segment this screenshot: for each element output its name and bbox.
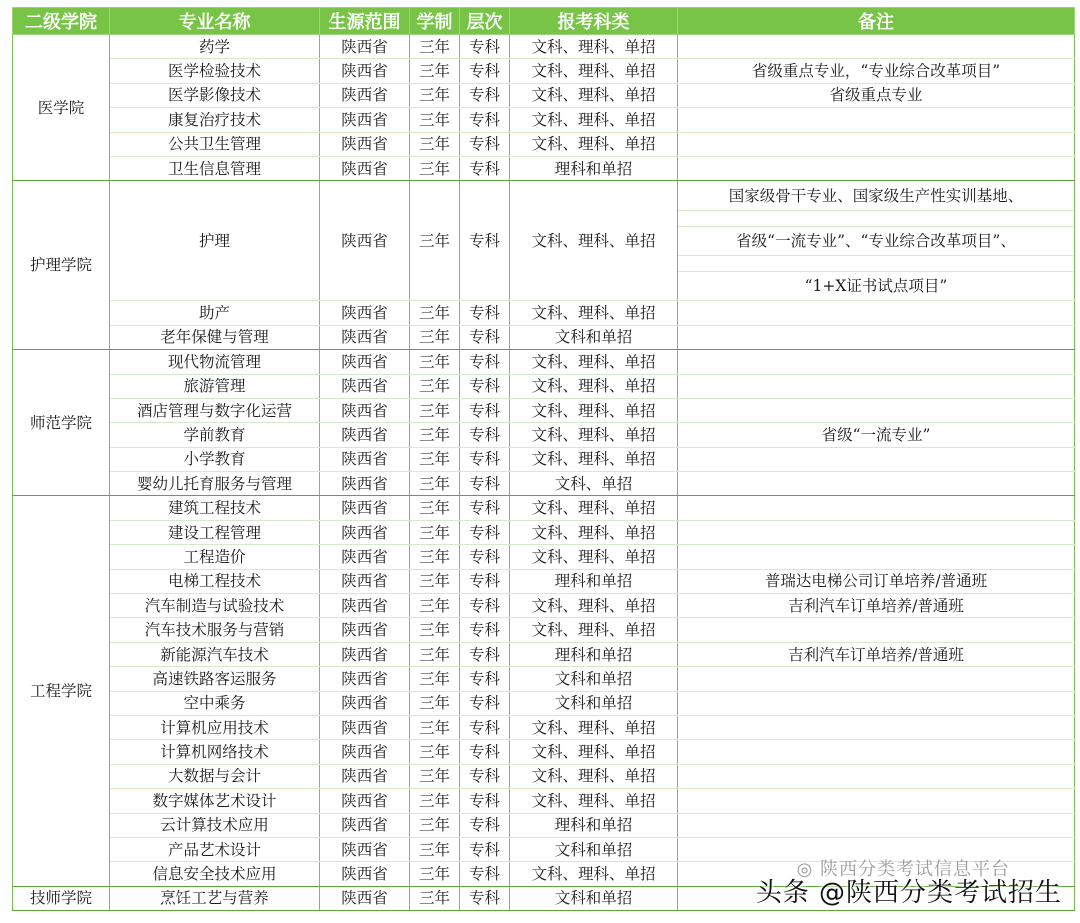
header-level: 层次 bbox=[460, 8, 510, 35]
subjects-cell: 文科、理科、单招 bbox=[510, 301, 678, 325]
scope-cell: 陕西省 bbox=[320, 764, 410, 788]
major-cell: 空中乘务 bbox=[110, 691, 320, 715]
years-cell: 三年 bbox=[410, 301, 460, 325]
years-cell: 三年 bbox=[410, 132, 460, 156]
years-cell: 三年 bbox=[410, 618, 460, 642]
subjects-cell: 文科、理科、单招 bbox=[510, 520, 678, 544]
level-cell: 专科 bbox=[460, 472, 510, 496]
notes-line: “1+X证书试点项目” bbox=[804, 276, 948, 295]
notes-cell: 吉利汽车订单培养/普通班 bbox=[678, 642, 1075, 666]
subjects-cell: 文科、理科、单招 bbox=[510, 764, 678, 788]
major-cell: 新能源汽车技术 bbox=[110, 642, 320, 666]
major-cell: 酒店管理与数字化运营 bbox=[110, 398, 320, 422]
scope-cell: 陕西省 bbox=[320, 545, 410, 569]
subjects-cell: 文科、理科、单招 bbox=[510, 496, 678, 520]
notes-cell bbox=[678, 132, 1075, 156]
major-cell: 药学 bbox=[110, 35, 320, 59]
notes-line: 省级“一流专业”、“专业综合改革项目”、 bbox=[678, 227, 1074, 256]
subjects-cell: 文科、理科、单招 bbox=[510, 181, 678, 301]
notes-cell bbox=[678, 156, 1075, 180]
scope-cell: 陕西省 bbox=[320, 83, 410, 107]
level-cell: 专科 bbox=[460, 325, 510, 349]
years-cell: 三年 bbox=[410, 398, 460, 422]
years-cell: 三年 bbox=[410, 764, 460, 788]
major-cell: 医学检验技术 bbox=[110, 59, 320, 83]
table-row bbox=[13, 545, 1075, 569]
header-years: 学制 bbox=[410, 8, 460, 35]
subjects-cell: 文科、理科、单招 bbox=[510, 374, 678, 398]
scope-cell: 陕西省 bbox=[320, 132, 410, 156]
level-cell: 专科 bbox=[460, 350, 510, 374]
table-row bbox=[13, 59, 1075, 83]
major-cell: 高速铁路客运服务 bbox=[110, 667, 320, 691]
major-cell: 卫生信息管理 bbox=[110, 156, 320, 180]
major-cell: 数字媒体艺术设计 bbox=[110, 789, 320, 813]
table-row bbox=[13, 423, 1075, 447]
table-row bbox=[13, 35, 1075, 59]
table-row bbox=[13, 325, 1075, 349]
major-cell: 护理 bbox=[110, 181, 320, 301]
years-cell: 三年 bbox=[410, 569, 460, 593]
subjects-cell: 文科、理科、单招 bbox=[510, 545, 678, 569]
subjects-cell: 文科、理科、单招 bbox=[510, 59, 678, 83]
notes-cell bbox=[678, 181, 1075, 301]
major-cell: 婴幼儿托育服务与管理 bbox=[110, 472, 320, 496]
years-cell: 三年 bbox=[410, 496, 460, 520]
subjects-cell: 文科和单招 bbox=[510, 325, 678, 349]
major-cell: 计算机网络技术 bbox=[110, 740, 320, 764]
notes-cell bbox=[678, 398, 1075, 422]
major-cell: 汽车制造与试验技术 bbox=[110, 594, 320, 618]
table-row bbox=[13, 108, 1075, 132]
scope-cell: 陕西省 bbox=[320, 156, 410, 180]
scope-cell: 陕西省 bbox=[320, 108, 410, 132]
level-cell: 专科 bbox=[460, 35, 510, 59]
toutiao-watermark: 头条 @陕西分类考试招生 bbox=[755, 878, 1062, 908]
major-cell: 老年保健与管理 bbox=[110, 325, 320, 349]
years-cell: 三年 bbox=[410, 740, 460, 764]
scope-cell: 陕西省 bbox=[320, 740, 410, 764]
notes-cell bbox=[678, 374, 1075, 398]
table-row bbox=[13, 496, 1075, 520]
subjects-cell: 文科、理科、单招 bbox=[510, 740, 678, 764]
years-cell: 三年 bbox=[410, 837, 460, 861]
notes-cell bbox=[678, 691, 1075, 715]
notes-cell bbox=[678, 35, 1075, 59]
scope-cell: 陕西省 bbox=[320, 472, 410, 496]
notes-cell bbox=[678, 545, 1075, 569]
years-cell: 三年 bbox=[410, 181, 460, 301]
level-cell: 专科 bbox=[460, 642, 510, 666]
major-cell: 医学影像技术 bbox=[110, 83, 320, 107]
major-cell: 汽车技术服务与营销 bbox=[110, 618, 320, 642]
level-cell: 专科 bbox=[460, 837, 510, 861]
years-cell: 三年 bbox=[410, 545, 460, 569]
level-cell: 专科 bbox=[460, 886, 510, 910]
subjects-cell: 文科和单招 bbox=[510, 837, 678, 861]
subjects-cell: 文科、理科、单招 bbox=[510, 132, 678, 156]
level-cell: 专科 bbox=[460, 156, 510, 180]
notes-cell: 省级重点专业 bbox=[678, 83, 1075, 107]
subjects-cell: 文科、理科、单招 bbox=[510, 398, 678, 422]
major-cell: 康复治疗技术 bbox=[110, 108, 320, 132]
subjects-cell: 理科和单招 bbox=[510, 569, 678, 593]
table-row bbox=[13, 594, 1075, 618]
notes-line bbox=[678, 211, 1074, 227]
major-cell: 现代物流管理 bbox=[110, 350, 320, 374]
notes-cell bbox=[678, 301, 1075, 325]
subjects-cell: 文科、理科、单招 bbox=[510, 715, 678, 739]
table-row bbox=[13, 350, 1075, 374]
level-cell: 专科 bbox=[460, 667, 510, 691]
subjects-cell: 文科和单招 bbox=[510, 691, 678, 715]
notes-cell bbox=[678, 813, 1075, 837]
college-cell: 师范学院 bbox=[13, 350, 110, 496]
scope-cell: 陕西省 bbox=[320, 813, 410, 837]
scope-cell: 陕西省 bbox=[320, 862, 410, 886]
header-major: 专业名称 bbox=[110, 8, 320, 35]
level-cell: 专科 bbox=[460, 569, 510, 593]
years-cell: 三年 bbox=[410, 813, 460, 837]
level-cell: 专科 bbox=[460, 108, 510, 132]
subjects-cell: 文科、理科、单招 bbox=[510, 423, 678, 447]
years-cell: 三年 bbox=[410, 520, 460, 544]
scope-cell: 陕西省 bbox=[320, 886, 410, 910]
major-cell: 小学教育 bbox=[110, 447, 320, 471]
level-cell: 专科 bbox=[460, 764, 510, 788]
notes-cell: 省级重点专业，“专业综合改革项目” bbox=[678, 59, 1075, 83]
table-row bbox=[13, 691, 1075, 715]
level-cell: 专科 bbox=[460, 715, 510, 739]
scope-cell: 陕西省 bbox=[320, 350, 410, 374]
years-cell: 三年 bbox=[410, 374, 460, 398]
scope-cell: 陕西省 bbox=[320, 618, 410, 642]
notes-cell bbox=[678, 447, 1075, 471]
notes-line: 国家级骨干专业、国家级生产性实训基地、 bbox=[678, 182, 1074, 211]
notes-cell: 省级“一流专业” bbox=[678, 423, 1075, 447]
years-cell: 三年 bbox=[410, 325, 460, 349]
level-cell: 专科 bbox=[460, 862, 510, 886]
notes-cell bbox=[678, 472, 1075, 496]
table-row bbox=[13, 642, 1075, 666]
table-body bbox=[13, 35, 1075, 911]
header-scope: 生源范围 bbox=[320, 8, 410, 35]
table-row bbox=[13, 472, 1075, 496]
notes-cell: 吉利汽车订单培养/普通班 bbox=[678, 594, 1075, 618]
scope-cell: 陕西省 bbox=[320, 642, 410, 666]
years-cell: 三年 bbox=[410, 108, 460, 132]
wechat-icon: ◎ bbox=[796, 859, 820, 880]
years-cell: 三年 bbox=[410, 886, 460, 910]
level-cell: 专科 bbox=[460, 813, 510, 837]
notes-stack bbox=[678, 182, 1074, 300]
table-row bbox=[13, 618, 1075, 642]
scope-cell: 陕西省 bbox=[320, 496, 410, 520]
table-row bbox=[13, 301, 1075, 325]
years-cell: 三年 bbox=[410, 447, 460, 471]
level-cell: 专科 bbox=[460, 545, 510, 569]
subjects-cell: 文科、理科、单招 bbox=[510, 447, 678, 471]
table-row bbox=[13, 740, 1075, 764]
years-cell: 三年 bbox=[410, 59, 460, 83]
scope-cell: 陕西省 bbox=[320, 715, 410, 739]
level-cell: 专科 bbox=[460, 83, 510, 107]
majors-table bbox=[12, 7, 1075, 911]
majors-table-sheet bbox=[12, 7, 1074, 911]
scope-cell: 陕西省 bbox=[320, 181, 410, 301]
notes-cell bbox=[678, 789, 1075, 813]
scope-cell: 陕西省 bbox=[320, 837, 410, 861]
years-cell: 三年 bbox=[410, 350, 460, 374]
scope-cell: 陕西省 bbox=[320, 520, 410, 544]
level-cell: 专科 bbox=[460, 132, 510, 156]
notes-cell bbox=[678, 667, 1075, 691]
major-cell: 产品艺术设计 bbox=[110, 837, 320, 861]
table-row bbox=[13, 520, 1075, 544]
table-row bbox=[13, 447, 1075, 471]
header-row bbox=[13, 8, 1075, 35]
level-cell: 专科 bbox=[460, 618, 510, 642]
subjects-cell: 文科、理科、单招 bbox=[510, 618, 678, 642]
years-cell: 三年 bbox=[410, 862, 460, 886]
header-subjects: 报考科类 bbox=[510, 8, 678, 35]
scope-cell: 陕西省 bbox=[320, 35, 410, 59]
subjects-cell: 文科和单招 bbox=[510, 667, 678, 691]
notes-cell bbox=[678, 325, 1075, 349]
table-row bbox=[13, 813, 1075, 837]
major-cell: 建设工程管理 bbox=[110, 520, 320, 544]
subjects-cell: 文科和单招 bbox=[510, 886, 678, 910]
level-cell: 专科 bbox=[460, 691, 510, 715]
subjects-cell: 理科和单招 bbox=[510, 813, 678, 837]
years-cell: 三年 bbox=[410, 691, 460, 715]
major-cell: 公共卫生管理 bbox=[110, 132, 320, 156]
table-row bbox=[13, 132, 1075, 156]
notes-cell bbox=[678, 350, 1075, 374]
scope-cell: 陕西省 bbox=[320, 691, 410, 715]
years-cell: 三年 bbox=[410, 594, 460, 618]
major-cell: 助产 bbox=[110, 301, 320, 325]
scope-cell: 陕西省 bbox=[320, 325, 410, 349]
level-cell: 专科 bbox=[460, 520, 510, 544]
level-cell: 专科 bbox=[460, 789, 510, 813]
table-row bbox=[13, 789, 1075, 813]
level-cell: 专科 bbox=[460, 740, 510, 764]
major-cell: 电梯工程技术 bbox=[110, 569, 320, 593]
years-cell: 三年 bbox=[410, 642, 460, 666]
table-row bbox=[13, 181, 1075, 301]
level-cell: 专科 bbox=[460, 181, 510, 301]
table-row bbox=[13, 667, 1075, 691]
years-cell: 三年 bbox=[410, 83, 460, 107]
years-cell: 三年 bbox=[410, 667, 460, 691]
major-cell: 工程造价 bbox=[110, 545, 320, 569]
major-cell: 云计算技术应用 bbox=[110, 813, 320, 837]
years-cell: 三年 bbox=[410, 423, 460, 447]
subjects-cell: 文科、理科、单招 bbox=[510, 83, 678, 107]
major-cell: 大数据与会计 bbox=[110, 764, 320, 788]
major-cell: 烹饪工艺与营养 bbox=[110, 886, 320, 910]
scope-cell: 陕西省 bbox=[320, 423, 410, 447]
level-cell: 专科 bbox=[460, 59, 510, 83]
subjects-cell: 文科、理科、单招 bbox=[510, 35, 678, 59]
subjects-cell: 文科、单招 bbox=[510, 472, 678, 496]
level-cell: 专科 bbox=[460, 423, 510, 447]
scope-cell: 陕西省 bbox=[320, 301, 410, 325]
notes-line bbox=[678, 256, 1074, 272]
subjects-cell: 文科、理科、单招 bbox=[510, 350, 678, 374]
wechat-watermark-text: 陕西分类考试信息平台 bbox=[820, 859, 1010, 880]
table-row bbox=[13, 374, 1075, 398]
scope-cell: 陕西省 bbox=[320, 569, 410, 593]
notes-cell bbox=[678, 764, 1075, 788]
subjects-cell: 文科、理科、单招 bbox=[510, 862, 678, 886]
years-cell: 三年 bbox=[410, 156, 460, 180]
major-cell: 旅游管理 bbox=[110, 374, 320, 398]
header-college: 二级学院 bbox=[13, 8, 110, 35]
major-cell: 信息安全技术应用 bbox=[110, 862, 320, 886]
college-cell: 护理学院 bbox=[13, 181, 110, 350]
table-row bbox=[13, 569, 1075, 593]
college-cell: 工程学院 bbox=[13, 496, 110, 886]
major-cell: 学前教育 bbox=[110, 423, 320, 447]
years-cell: 三年 bbox=[410, 715, 460, 739]
scope-cell: 陕西省 bbox=[320, 667, 410, 691]
scope-cell: 陕西省 bbox=[320, 374, 410, 398]
subjects-cell: 理科和单招 bbox=[510, 156, 678, 180]
subjects-cell: 文科、理科、单招 bbox=[510, 789, 678, 813]
level-cell: 专科 bbox=[460, 496, 510, 520]
level-cell: 专科 bbox=[460, 374, 510, 398]
notes-cell bbox=[678, 520, 1075, 544]
major-cell: 建筑工程技术 bbox=[110, 496, 320, 520]
notes-cell bbox=[678, 715, 1075, 739]
years-cell: 三年 bbox=[410, 789, 460, 813]
table-row bbox=[13, 83, 1075, 107]
years-cell: 三年 bbox=[410, 472, 460, 496]
subjects-cell: 理科和单招 bbox=[510, 642, 678, 666]
notes-cell bbox=[678, 108, 1075, 132]
scope-cell: 陕西省 bbox=[320, 59, 410, 83]
level-cell: 专科 bbox=[460, 447, 510, 471]
level-cell: 专科 bbox=[460, 301, 510, 325]
header-notes: 备注 bbox=[678, 8, 1075, 35]
scope-cell: 陕西省 bbox=[320, 789, 410, 813]
major-cell: 计算机应用技术 bbox=[110, 715, 320, 739]
college-cell: 医学院 bbox=[13, 35, 110, 181]
table-row bbox=[13, 764, 1075, 788]
table-row bbox=[13, 715, 1075, 739]
level-cell: 专科 bbox=[460, 398, 510, 422]
scope-cell: 陕西省 bbox=[320, 398, 410, 422]
level-cell: 专科 bbox=[460, 594, 510, 618]
years-cell: 三年 bbox=[410, 35, 460, 59]
notes-cell bbox=[678, 740, 1075, 764]
college-cell: 技师学院 bbox=[13, 886, 110, 910]
subjects-cell: 文科、理科、单招 bbox=[510, 108, 678, 132]
scope-cell: 陕西省 bbox=[320, 594, 410, 618]
notes-cell bbox=[678, 496, 1075, 520]
table-row bbox=[13, 398, 1075, 422]
notes-cell bbox=[678, 618, 1075, 642]
table-row bbox=[13, 156, 1075, 180]
scope-cell: 陕西省 bbox=[320, 447, 410, 471]
subjects-cell: 文科、理科、单招 bbox=[510, 594, 678, 618]
notes-cell: 普瑞达电梯公司订单培养/普通班 bbox=[678, 569, 1075, 593]
